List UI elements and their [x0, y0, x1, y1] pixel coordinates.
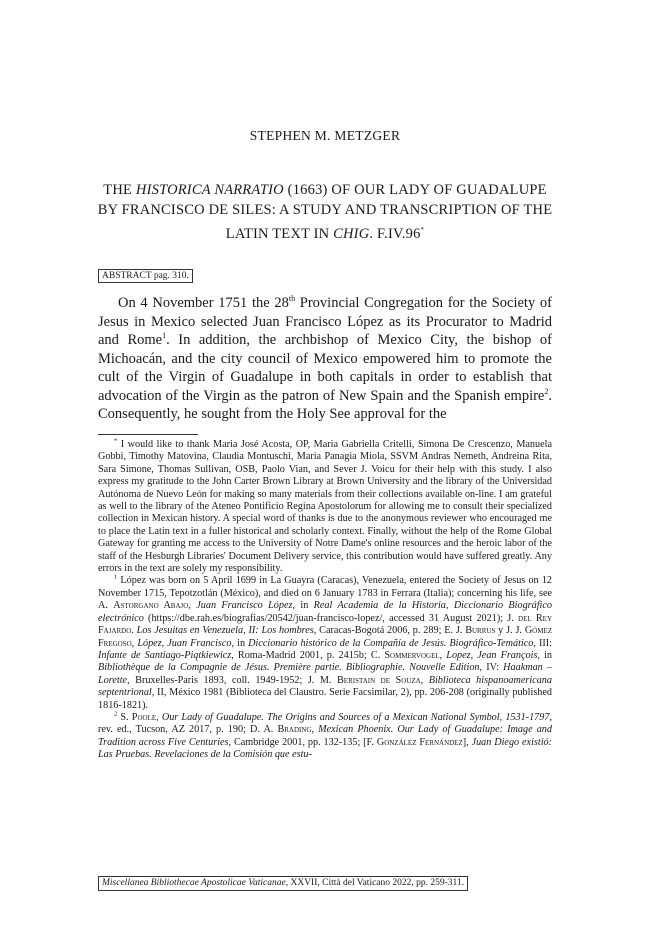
footnote-1: $^1$ López was born on 5 April 1699 in La Guayra (Caracas), Venezuela, entered the Society of Jesus on 12 November 1715, Tepotzotlán (México), and died on 6 January 1783 in Ferrara (Italia); concerning his life, see A. Astorgano Abajo, Juan Francisco López, in Real Academia de la Historia, Diccionario Biográfico electrónico (https://dbe.rah.es/biografias/20542/juan-francisco-lopez/, accessed 31 August 2021); J. del Rey Fajardo. Los Jesuitas en Venezuela, II: Los hombres, Caracas-Bogotá 2006, p. 289; E. J. Burrus y J. J. Gómez Fregoso, López, Juan Francisco, in Diccionario histórico de la Compañía de Jesús. Biográfico-Temático, III: Infante de Santiago-Piątkiewicz, Roma-Madrid 2001, p. 2415b; C. Sommervogel, Lopez, Jean François, in Bibliothèque de la Compagnie de Jésus. Première partie. Bibliographie. Nouvelle Edition, IV: Haakman – Lorette, Bruxelles-Paris 1893, coll. 1949-1952; J. M. Beristain de Souza, Biblioteca hispanoamericana septentrional, II, México 1981 (Biblioteca del Claustro. Serie Facsimilar, 2), pp. 206-208 (originally published 1816-1821). [98, 574, 553, 711]
title-footnote-mark[interactable]: * [420, 226, 425, 234]
abstract-link[interactable]: ABSTRACT pag. 310. [98, 269, 193, 283]
footnote-acknowledgement: * I would like to thank Maria José Acosta, OP, Maria Gabriella Critelli, Simona De Crescenzo, Manuela Gobbi, Timothy Matovina, Claudia Montuschi, Maria Panagia Miola, SSVM Andras Nemeth, Andreina Rita, Sara Simone, Thomas Sullivan, OSB, Paolo Vian, and Sever J. Voicu for their help with this study. I also express my gratitude to the John Carter Brown Library at Brown University and the library of the Universidad Autónoma de Nuevo León for making so many materials from their collections available on-line. I am grateful as well to the library of the Ateneo Pontificio Regina Apostolorum for allowing me to consult their specialized collection in Mexican history. A special word of thanks is due to the anonymous reviewer who encouraged me to place the Latin text in a fuller historical and scholarly context. Finally, without the help of the Rome Global Gateway for granting me access to the University of Notre Dame's online resources and the heroic labor of the staff of the Hesburgh Libraries' Document Delivery service, this contribution would have suffered greatly. Any errors in the text are solely my responsibility. [98, 437, 552, 575]
footnotes [98, 439, 552, 762]
footnote-2: $^2$ S. Poole, Our Lady of Guadalupe. The Origins and Sources of a Mexican National Symbol, 1531-1797, rev. ed., Tucson, AZ 2017, p. 190; D. A. Brading, Mexican Phoenix. Our Lady of Guadalupe: Image and Tradition across Five Centuries, Cambridge 2001, pp. 132-135; [F. González Fernández], Juan Diego existió: Las Pruebas. Revelaciones de la Comisión que estu- [98, 710, 553, 761]
journal-citation-footer: Miscellanea Bibliothecae Apostolicae Vaticanae, XXVII, Città del Vaticano 2022, pp. 259-311. [98, 876, 468, 891]
article-title: THE HISTORICA NARRATIO (1663) OF OUR LADY OF GUADALUPE BY FRANCISCO DE SILES: A STUDY AND TRANSCRIPTION OF THE LATIN TEXT IN CHIG. F.IV.96* [97, 182, 553, 242]
footnote-ref-1[interactable]: 1 [162, 331, 167, 341]
body-paragraph: On 4 November 1751 the 28th Provincial Congregation for the Society of Jesus in Mexico selected Juan Francisco López as its Procurator to Madrid and Rome$^1$. In addition, the archbishop of Mexico City, the bishop of Michoacán, and the city council of Mexico empowered him to promote the cult of the Virgin of Guadalupe in both capitals in order to establish that advocation of the Virgin as the patron of New Spain and the Spanish empire$^2$. Consequently, he sought from the Holy See approval for the [98, 294, 552, 422]
footnote-divider [98, 434, 198, 435]
footnote-ref-2[interactable]: 2 [544, 386, 549, 396]
author-name: STEPHEN M. METZGER [249, 128, 401, 143]
